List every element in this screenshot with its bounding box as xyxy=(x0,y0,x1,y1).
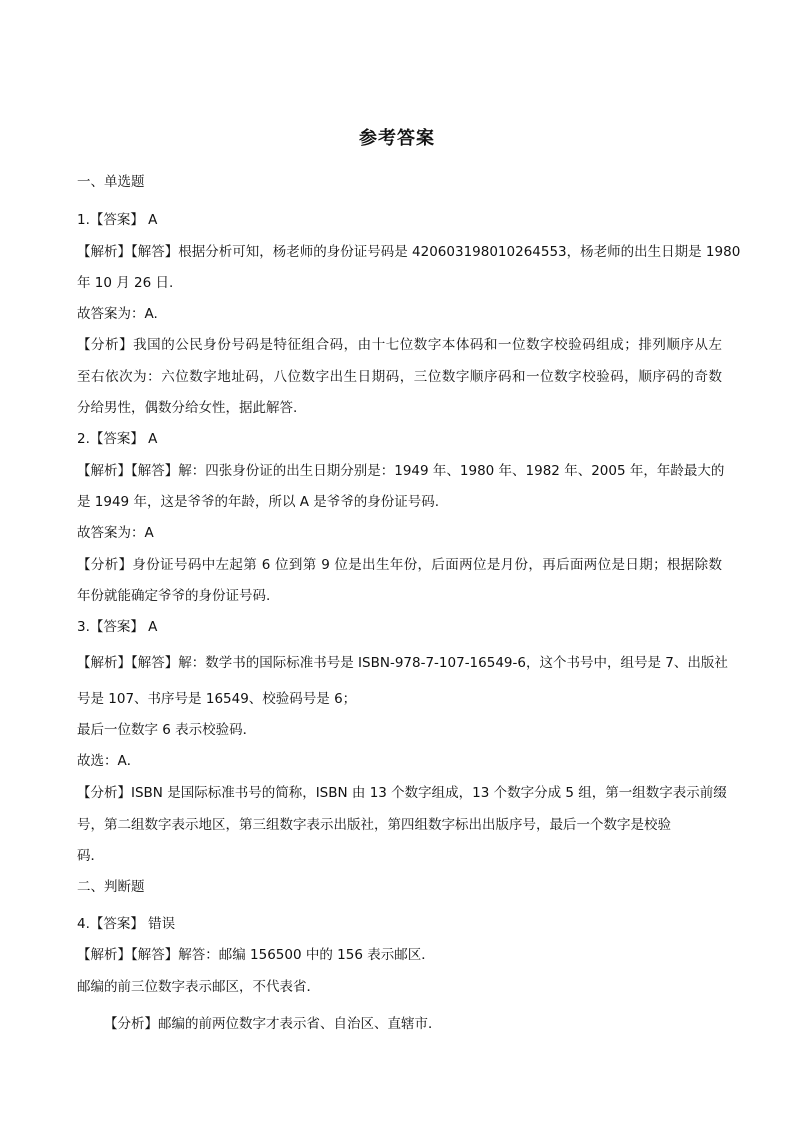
conclusion-3: 故选：A． xyxy=(77,753,141,769)
explanation-2-line-1: 【解析】【解答】解：四张身份证的出生日期分别是：1949 年、1980 年、1982 年、2005 年，年龄最大的 xyxy=(77,463,725,479)
explanation-3-line-1: 【解析】【解答】解：数学书的国际标准书号是 ISBN-978-7-107-16549-6，这个书号中，组号是 7、出版社 xyxy=(77,655,728,671)
analysis-3-line-2: 号，第二组数字表示地区，第三组数字表示出版社，第四组数字标出出版序号，最后一个数字是校验 xyxy=(77,817,671,833)
analysis-3-line-1: 【分析】ISBN 是国际标准书号的简称，ISBN 由 13 个数字组成，13 个数字分成 5 组，第一组数字表示前缀 xyxy=(77,785,727,801)
conclusion-1: 故答案为：A. xyxy=(77,306,158,322)
answer-4: 4.【答案】 错误 xyxy=(77,916,176,932)
explanation-4-line-1: 【解析】【解答】解答：邮编 156500 中的 156 表示邮区． xyxy=(77,947,435,963)
analysis-3-line-3: 码． xyxy=(77,848,104,864)
answer-2: 2.【答案】 A xyxy=(77,431,158,447)
explanation-4-line-2: 邮编的前三位数字表示邮区，不代表省． xyxy=(77,979,320,995)
analysis-2-line-1: 【分析】身份证号码中左起第 6 位到第 9 位是出生年份，后面两位是月份，再后面两位是日期；根据除数 xyxy=(77,557,722,573)
analysis-4: 【分析】邮编的前两位数字才表示省、自治区、直辖市． xyxy=(104,1016,442,1032)
answer-3: 3.【答案】 A xyxy=(77,619,158,635)
analysis-2-line-2: 年份就能确定爷爷的身份证号码. xyxy=(77,588,271,604)
page-title: 参考答案 xyxy=(359,128,435,149)
explanation-3-line-2: 号是 107、书序号是 16549、校验码号是 6； xyxy=(77,691,357,707)
section-heading-true-false: 二、判断题 xyxy=(77,879,145,895)
explanation-2-line-2: 是 1949 年，这是爷爷的年龄，所以 A 是爷爷的身份证号码. xyxy=(77,494,440,510)
conclusion-2: 故答案为：A xyxy=(77,525,154,541)
analysis-1-line-2: 至右依次为：六位数字地址码，八位数字出生日期码，三位数字顺序码和一位数字校验码，顺序码的奇数 xyxy=(77,369,722,385)
answer-1: 1.【答案】 A xyxy=(77,212,158,228)
analysis-1-line-1: 【分析】我国的公民身份号码是特征组合码，由十七位数字本体码和一位数字校验码组成；排列顺序从左 xyxy=(77,337,722,353)
explanation-1-line-2: 年 10 月 26 日. xyxy=(77,275,174,291)
analysis-1-line-3: 分给男性，偶数分给女性，据此解答. xyxy=(77,400,298,416)
explanation-1-line-1: 【解析】【解答】根据分析可知，杨老师的身份证号码是 420603198010264553，杨老师的出生日期是 1980 xyxy=(77,244,741,260)
explanation-3-line-3: 最后一位数字 6 表示校验码． xyxy=(77,722,257,738)
section-heading-single-choice: 一、单选题 xyxy=(77,174,145,190)
